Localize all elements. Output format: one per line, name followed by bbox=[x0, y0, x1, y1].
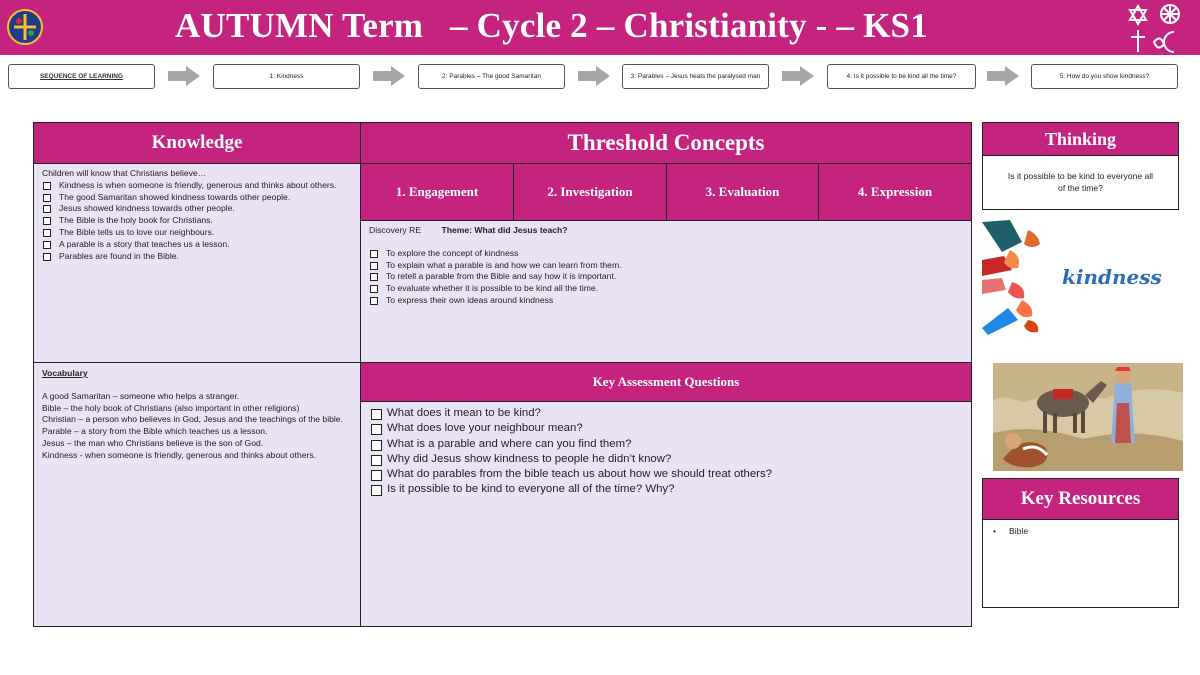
assessment-question: What do parables from the bible teach us about how we should treat others? bbox=[371, 467, 961, 482]
objective: To explain what a parable is and how we can learn from them. bbox=[369, 260, 963, 272]
objectives-panel bbox=[360, 220, 972, 363]
concept-evaluation: 3. Evaluation bbox=[666, 163, 819, 221]
concept-investigation: 2. Investigation bbox=[513, 163, 667, 221]
school-logo bbox=[6, 6, 44, 48]
threshold-heading: Threshold Concepts bbox=[360, 122, 972, 164]
assessment-questions bbox=[371, 406, 961, 498]
knowledge-point: Jesus showed kindness towards other people. bbox=[42, 203, 352, 215]
sequence-step-4: 4: Is it possible to be kind all the time? bbox=[827, 64, 976, 89]
arrow-right-icon bbox=[987, 66, 1019, 86]
objective: To retell a parable from the Bible and say how it is important. bbox=[369, 271, 963, 283]
vocabulary-entry: A good Samaritan – someone who helps a stranger. bbox=[42, 390, 240, 401]
good-samaritan-illustration bbox=[993, 363, 1183, 471]
vocabulary-entry: Kindness - when someone is friendly, generous and thinks about others. bbox=[42, 449, 317, 460]
sequence-step-2: 2: Parables – The good Samaritan bbox=[418, 64, 565, 89]
faith-symbols-icon bbox=[1128, 2, 1184, 54]
title-banner bbox=[0, 0, 1200, 55]
knowledge-point: Kindness is when someone is friendly, generous and thinks about others. bbox=[42, 180, 352, 192]
theme-title: Theme: What did Jesus teach? bbox=[441, 225, 568, 235]
scheme-name: Discovery RE bbox=[369, 225, 422, 235]
knowledge-point: Parables are found in the Bible. bbox=[42, 251, 352, 263]
resources-panel bbox=[982, 519, 1179, 608]
helping-hands-illustration bbox=[982, 220, 1062, 335]
vocabulary-panel bbox=[33, 362, 361, 627]
sequence-step-5: 5: How do you show kindness? bbox=[1031, 64, 1178, 89]
vocabulary-entry: Parable – a story from the Bible which teaches us a lesson. bbox=[42, 426, 268, 437]
concept-expression: 4. Expression bbox=[818, 163, 972, 221]
objective: To express their own ideas around kindness bbox=[369, 295, 963, 307]
vocabulary-heading: Vocabulary bbox=[42, 368, 88, 378]
knowledge-intro: Children will know that Christians believe… bbox=[42, 168, 207, 178]
resources-heading: Key Resources bbox=[982, 478, 1179, 520]
arrow-right-icon bbox=[782, 66, 814, 86]
resource-label: Bible bbox=[1009, 526, 1029, 536]
arrow-right-icon bbox=[373, 66, 405, 86]
assessment-question: Why did Jesus show kindness to people he didn’t know? bbox=[371, 452, 961, 467]
sequence-step-3: 3: Parables – Jesus heals the paralysed man bbox=[622, 64, 769, 89]
knowledge-point: The Bible tells us to love our neighbours. bbox=[42, 227, 352, 239]
knowledge-point: The good Samaritan showed kindness towards other people. bbox=[42, 192, 352, 204]
vocabulary-entry: Jesus – the man who Christians believe is the son of God. bbox=[42, 437, 264, 448]
thinking-heading: Thinking bbox=[982, 122, 1179, 156]
knowledge-point: The Bible is the holy book for Christians. bbox=[42, 215, 352, 227]
arrow-right-icon bbox=[578, 66, 610, 86]
objective: To explore the concept of kindness bbox=[369, 248, 963, 260]
kindness-word: kindness bbox=[1062, 265, 1162, 289]
assessment-question: What is a parable and where can you find them? bbox=[371, 437, 961, 452]
resource-item bbox=[993, 526, 1168, 538]
concept-engagement: 1. Engagement bbox=[360, 163, 514, 221]
theme-line bbox=[369, 225, 963, 237]
vocabulary-entry: Bible – the holy book of Christians (also important in other religions) bbox=[42, 402, 300, 413]
assessment-question: Is it possible to be kind to everyone all of the time? Why? bbox=[371, 482, 961, 497]
thinking-panel bbox=[982, 155, 1179, 210]
knowledge-list bbox=[42, 180, 352, 263]
assessment-question: What does it mean to be kind? bbox=[371, 406, 961, 421]
objective: To evaluate whether it is possible to be kind all the time. bbox=[369, 283, 963, 295]
knowledge-point: A parable is a story that teaches us a lesson. bbox=[42, 239, 352, 251]
sequence-step-1: 1: Kindness bbox=[213, 64, 360, 89]
thinking-question: Is it possible to be kind to everyone all of the time? bbox=[1007, 171, 1154, 193]
objectives-list bbox=[369, 248, 963, 307]
vocabulary-entry: Christian – a person who believes in God, Jesus and the teachings of the bible. bbox=[42, 414, 343, 425]
page-title: AUTUMN Term – Cycle 2 – Christianity - – KS1 bbox=[175, 6, 928, 45]
knowledge-heading: Knowledge bbox=[33, 122, 361, 164]
assessment-heading: Key Assessment Questions bbox=[360, 362, 972, 402]
assessment-question: What does love your neighbour mean? bbox=[371, 421, 961, 436]
arrow-right-icon bbox=[168, 66, 200, 86]
sequence-title: SEQUENCE OF LEARNING bbox=[8, 64, 155, 89]
assessment-panel bbox=[360, 401, 972, 627]
knowledge-panel bbox=[33, 163, 361, 363]
bullet-icon: • bbox=[993, 526, 997, 536]
